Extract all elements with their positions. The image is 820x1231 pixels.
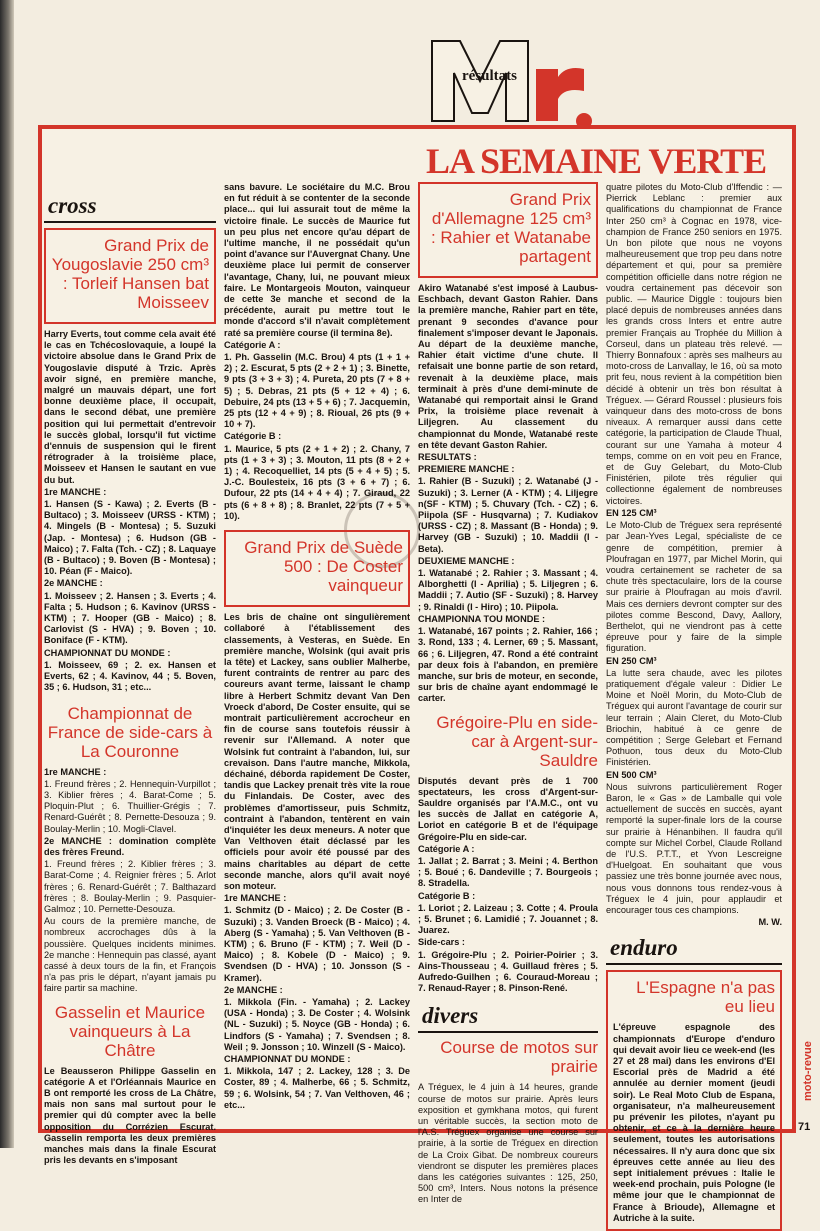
results-label: Catégorie B : [224, 431, 282, 442]
subhead-500: EN 500 CM³ [606, 769, 657, 780]
article-body: Au cours de la première manche, de nombreux accrochages dûs à la poussière. Quelques incidents minimes. 2e manche : Hennequin pas classé, ayant cassé à deux tours de la fin, et François n'a pas pris le départ, n'ayant jamais pu faire partir sa machine. [44, 916, 216, 994]
headline-argent: Grégoire-Plu en side-car à Argent-sur-Sauldre [436, 712, 598, 770]
article-body: Disputés devant près de 1 700 spectateurs, les cross d'Argent-sur-Sauldre organisés par l'A.M.C., ont vu les succès de Jallat en catégorie A, Loriot en catégorie B et de l'équipage Grégoire-Plu en side-car. [418, 775, 598, 842]
article-body: A Tréguex, le 4 juin à 14 heures, grande course de motos sur prairie. Après leurs exposition et gymkhana motos, qui furent un véritable succès, la section moto de l'A.S. Tréguex organise une course sur prairie, à la sortie de Tréguex en direction de La Croix Gibat. De nombreux coureurs viendront se disputer les premières places dans les catégories suivantes : 125, 250, 500 cm³, Inters. Nous notons la présence en Inter de [418, 1082, 598, 1205]
headline-prairie: Course de motos sur prairie [440, 1038, 598, 1077]
column-3 [418, 182, 598, 1205]
results-text: 1. Schmitz (D - Maico) ; 2. De Coster (B - Suzuki) ; 3. Vanden Broeck (B - Maico) ; 4. Aberg (S - Yamaha) ; 5. Van Velthoven (B - KTM) ; 6. Bruno (F - KTM) ; 7. Weil (D - Maico) ; 8. Kobele (D - Maico) ; 9. Svendsen (D - HVA) ; 10. Jonsson (S - Kramer). [224, 905, 410, 983]
article-body: Akiro Watanabé s'est imposé à Laubus-Eschbach, devant Gaston Rahier. Dans la première manche, Rahier part en tête, prenant 9 secondes d'avance pour finalement s'imposer devant le Japonais. Au départ de la deuxième manche, Rahier était victime d'une chute. Il refaisait une bonne partie de son retard, revenait à la deuxième place, mais terminait à près d'une demi-minute de Watanabé qui remportait ainsi le Grand Prix, la troisième place revenait à Liljegren. Au classement du championnat du Monde, Watanabé reste en tête devant Gaston Rahier. [418, 283, 598, 450]
results-text: 1. Maurice, 5 pts (2 + 1 + 2) ; 2. Chany, 7 pts (1 + 3 + 3) ; 3. Mouton, 11 pts (8 + 2 + 1) ; 4. Recoquelliet, 14 pts (5 + 4 + 5) ; 5. J.-C. Boulesteix, 16 pts (3 + 6 + 7) ; 6. Dufour, 22 pts (14 + 4 + 4) ; 7. Giraud, 22 pts (6 + 8 + 8) ; 8. Branlet, 22 pts (7 + 5 + 10). [224, 443, 410, 521]
article-body: sans bavure. Le sociétaire du M.C. Brou en fut réduit à se contenter de la seconde place... qui lui assurait tout de même la victoire finale. Le succès de Maurice fut un peu plus net encore qu'au départ de l'ultime manche, il ne possédait qu'un point d'avance sur l'Auvergnat Chany. Une deuxième place lui permit de conserver l'avantage, Chany, lui, ne pouvant mieux faire. Le Montargeois Mouton, vainqueur de cette 3e manche et second de la précédente, aurait pu mettre tout le monde d'accord s'il n'avait complètement raté sa première course (il termina 8e). [224, 182, 410, 338]
results-text: 1. Ph. Gasselin (M.C. Brou) 4 pts (1 + 1 + 2) ; 2. Escurat, 5 pts (2 + 2 + 1) ; 3. Binette, 9 pts (3 + 3 + 3) ; 4. Pureta, 20 pts (7 + 8 + 5) ; 5. Debras, 21 pts (5 + 12 + 4) ; 6. Debuire, 24 pts (13 + 5 + 6) ; 7. Jacquemin, 25 pts (12 + 4 + 9) ; 8. Rioual, 26 pts (9 + 10 + 7). [224, 352, 410, 430]
subhead-125: EN 125 CM³ [606, 507, 657, 518]
results-label: RESULTATS : [418, 452, 477, 463]
article-body: Le Moto-Club de Tréguex sera représenté par Jean-Yves Legal, spécialiste de ce genre de compétition, premier à Ploufragan en 1977, par Michel Morin, qui voudra certainement se racheter de sa chute très spectaculaire, lors de la course sur prairie à Ploufragan au mois d'avril. Mais ces derniers devront compter sur des pilotes comme Bescond, Davy, Aallory, Berthelot, qui ne viendront pas à cette épreuve pour y faire de la simple figuration. [606, 520, 782, 654]
results-text: 1. Moisseev ; 2. Hansen ; 3. Everts ; 4. Falta ; 5. Hudson ; 6. Kavinov (URSS - KTM) ; 7. Hooper (GB - Maico) ; 8. Carlovist (S - HVA) ; 9. Boven ; 10. Boniface (F - KTM). [44, 590, 216, 646]
results-label: DEUXIEME MANCHE : [418, 555, 515, 566]
headline-box-suede [224, 530, 410, 607]
page-spine [0, 0, 14, 1148]
results-text: 1. Rahier (B - Suzuki) ; 2. Watanabé (J - Suzuki) ; 3. Lerner (A - KTM) ; 4. Liljegre n(SF - KTM) ; 5. Chuvary (Tch. - CZ) ; 6. Piipola (SF - Husqvarna) ; 7. Kudiakov (URSS - CZ) ; 8. Massant (B - Honda) ; 9. Harvey (GB - Suzuki) ; 10. Maddii (I - Beta). [418, 476, 598, 554]
column-cross [44, 190, 216, 1166]
results-label: 2e MANCHE : domination complète des frères Freund. [44, 835, 216, 857]
magazine-page [14, 0, 820, 1223]
results-label: 1re MANCHE : [44, 766, 107, 777]
column-4 [606, 182, 782, 1223]
results-label: Catégorie B : [418, 890, 476, 901]
article-body: La lutte sera chaude, avec les pilotes pratiquement d'égale valeur : Didier Le Moine et Noël Morin, du Moto-Club de Tréguex qui auront l'avantage de courir sur leur terrain ; Alain Cleret, du Moto-Club Briochin, habitué à ce genre de compétition ; Serge Gelebart et Fernand Pothuon, tous deux du Moto-Club Finistérien. [606, 667, 782, 768]
article-body: Nous suivrons particulièrement Roger Baron, le « Gas » de Lamballe qui vole actuellement de succès en succès, ayant remporté la super-finale lors de la course sur prairie à Hénanbihen. Il faudra qu'il compte sur Michel Corbel, Claude Rolland de l'U.S. P.T.T., et Yvon Lescreigne d'Huelgoat. En souhaitant que vous passiez une très bonne journée avec nous, nous vous donnons tous rendez-vous à Tréguex le 4 juin, pour applaudir et encourager tous ces champions. [606, 781, 782, 915]
headline-side-cars: Championnat de France de side-cars à La Couronne [47, 703, 213, 761]
subhead-250: EN 250 CM³ [606, 655, 657, 666]
results-text: 1. Freund frères ; 2. Kiblier frères ; 3. Barat-Come ; 4. Reignier frères ; 5. Arlot frères ; 6. Renard-Guérêt ; 7. Balthazard frères ; 8. Boulay-Merlin ; 9. Pasquier-Galmoz ; 10. Pernette-Desouza. [44, 859, 216, 914]
headline-yougoslavie: Grand Prix de Yougoslavie 250 cm³ : Torleif Hansen bat Moisseev [51, 236, 209, 312]
results-label: CHAMPIONNAT DU MONDE : [44, 647, 171, 658]
article-body: quatre pilotes du Moto-Club d'Iffendic : — Pierrick Leblanc : premier aux qualifications du championnat de France Inter 250 cm³ à Cognac en 1978, vice-champion de France 250 seniors en 1975. Un bon pilote que nous ne voyons malheureusement que trop peu dans notre département et qui, pour sa première compétition officielle dans notre région ne voudra certainement pas décevoir son public. — Maurice Diggle : toujours bien placé depuis de nombreuses années dans les grands cross Inters et entre autre premier Français au Trophée du Million à Corseul, dans un plateau très relevé. — Thierry Bonnafoux : après ses malheurs au moto-cross de Lanvallay, le 16, où sa moto prit feu, nous revient à la compétition bien décidé à obtenir un très bon résultat à Tréguex. — Gérard Roussel : plusieurs fois vainqueur dans des moto-cross de bons niveaux. A remarquer aussi dans cette catégorie, la participation de Claude Thual, courant sur une Yamaha à moteur 4 temps, comme on en voit peu en France, et de Guy Gelebart, du Moto-Club Finistérien, pilote très régulier qui collectionne également de nombreuses victoires. [606, 182, 782, 506]
results-label: PREMIERE MANCHE : [418, 464, 515, 475]
masthead-title: LA SEMAINE VERTE [426, 141, 767, 181]
article-body: Les bris de chaîne ont singulièrement collaboré à l'établissement des classements, à Vesteras, en Suède. En première manche, Wolsink (qui avait pris la tête) et Lackey, sans oublier Malherbe, furent contraints de rentrer au parc des coureurs avant terme, laissant le champ libre à Herbert Schmitz devant Van Den Vroeck d'abord, De Coster ensuite, qui se montrait particulièrement accrocheur en fin de course sans toutefois réussir à revenir sur l'Allemand. A noter que Wolsink fut contraint à l'abandon, lui, sur crevaison. Dans l'autre manche, Mikkola, déchainé, déborda rapidement De Coster, tandis que Lackey prenait très vite la roue du Finlandais. De Coster, avec des problèmes d'amortisseur, puis Schmitz, contraint à l'abandon, tentèrent en vain d'inquiéter les deux meneurs. A noter que Van Velthoven était déclassé par les officiels pour avoir été poussé par des mains charitables au départ de cette seconde manche, alors qu'il avait noyé son moteur. [224, 612, 410, 891]
results-text: 1. Mikkola, 147 ; 2. Lackey, 128 ; 3. De Coster, 89 ; 4. Malherbe, 66 ; 5. Schmitz, 59 ; 6. Wolsink, 54 ; 7. Van Velthoven, 46 ; etc... [224, 1066, 410, 1110]
page-number: 71 [798, 1121, 811, 1133]
section-enduro: enduro [606, 932, 782, 965]
results-text: 1. Hansen (S - Kawa) ; 2. Everts (B - Bultaco) ; 3. Moisseev (URSS - KTM) ; 4. Mingels (B - Montesa) ; 5. Suzuki (Jap. - Montesa) ; 6. Hudson (GB - Maico) ; 7. Falta (Tch. - CZ) ; 8. Laquaye (B - Bultaco) ; 9. Boven (B - Montesa) ; 10. Péan (F - Maico). [44, 499, 216, 577]
results-label: 2e MANCHE : [224, 984, 283, 995]
results-label: Catégorie A : [418, 843, 475, 854]
section-cross: cross [44, 190, 216, 223]
column-2 [224, 182, 410, 1122]
results-text: 1. Loriot ; 2. Laizeau ; 3. Cotte ; 4. Proula ; 5. Brunet ; 6. Lamidié ; 7. Jouannet ; 8. Juarez. [418, 902, 598, 936]
headline-espagne: L'Espagne n'a pas eu lieu [636, 978, 775, 1017]
side-label-text: moto-revue [802, 1041, 814, 1101]
logo-word: résultats [462, 68, 517, 84]
results-label: 1re MANCHE : [44, 486, 107, 497]
results-label: Side-cars : [418, 937, 465, 948]
results-text: 1. Watanabé ; 2. Rahier ; 3. Massant ; 4. Alborghetti (I - Aprilia) ; 5. Liljegren ; 6. Maddii ; 7. Autio (SF - Suzuki) ; 8. Harvey ; 9. Rinaldi (I - Hiro) ; 10. Piipola. [418, 568, 598, 612]
results-label: 2e MANCHE : [44, 578, 103, 589]
results-label: CHAMPIONNAT DU MONDE : [224, 1054, 351, 1065]
headline-box-allemagne [418, 182, 598, 278]
results-text: 1. Mikkola (Fin. - Yamaha) ; 2. Lackey (USA - Honda) ; 3. De Coster ; 4. Wolsink (NL - Suzuki) ; 5. Noyce (GB - Honda) ; 6. Lindfors (S - Yamaha) ; 7. Svendsen ; 8. Weil ; 9. Jonsson ; 10. Winzell (S - Maico). [224, 997, 410, 1052]
results-text: 1. Watanabé, 167 points ; 2. Rahier, 166 ; 3. Rond, 133 ; 4. Lerner, 69 ; 5. Massant, 66 ; 6. Liljegren, 47. Rond a été contraint par deux fois à l'abandon, en première manche, sur bris de moteur, en seconde, sur bris de chaîne ayant endommagé le carter. [418, 626, 598, 704]
results-text: 1. Freund frères ; 2. Hennequin-Vurpillot ; 3. Kiblier frères ; 4. Barat-Come ; 5. Ploquin-Plut ; 6. Thuillier-Grégis ; 7. Renard-Guérêt ; 8. Pernette-Desouza ; 9. Boulay-Merlin ; 10. Mogli-Clavel. [44, 778, 216, 834]
headline-la-chatre: Gasselin et Maurice vainqueurs à La Châtre [54, 1002, 206, 1060]
enduro-box [606, 970, 782, 1231]
article-body: L'épreuve espagnole des championnats d'Europe d'enduro qui devait avoir lieu ce week-end (les 27 et 28 mai) dans les environs d'El Escorial près de Madrid a été annulée au dernier moment (jeudi soir). Le Real Moto Club de Espana, organisateur, n'a malheureusement pu prévenir les pilotes, n'ayant pu obtenir, et ce à la dernière heure seulement, toutes les autorisations nécessaires. Il n'y aura donc que six épreuves cette année au lieu des sept initialement prévues : Italie le week-end prochain, puis Pologne (le même jour que le championnat de France à Brioude), Allemagne et Autriche à la suite. [613, 1022, 775, 1223]
results-label: CHAMPIONNA TOU MONDE : [418, 613, 546, 624]
headline-box-yougoslavie [44, 228, 216, 324]
results-text: 1. Moisseev, 69 ; 2. ex. Hansen et Everts, 62 ; 4. Kavinov, 44 ; 5. Boven, 35 ; 6. Hudson, 31 ; etc... [44, 659, 216, 693]
article-body: Le Beausseron Philippe Gasselin en catégorie A et l'Orléannais Maurice en B ont remporté les cross de La Châtre, mais non sans mal surtout pour le premier qui dû compter avec la belle opposition du Corrézien Escurat. Gasselin remporta les deux premières manches mais dans la finale Escurat pris les devants en s'imposant [44, 1065, 216, 1166]
results-text: 1. Grégoire-Plu ; 2. Poirier-Poirier ; 3. Ains-Thousseau ; 4. Guillaud frères ; 5. Aufredo-Guilhen ; 6. Couraud-Moreau ; 7. Renaud-Rayer ; 8. Pinson-René. [418, 949, 598, 994]
results-label: 1re MANCHE : [224, 893, 287, 904]
results-label: Catégorie A : [224, 339, 281, 350]
side-label [798, 1005, 812, 1105]
headline-allemagne: Grand Prix d'Allemagne 125 cm³ : Rahier et Watanabe partagent [430, 190, 591, 266]
section-divers: divers [418, 1000, 598, 1033]
results-text: 1. Jallat ; 2. Barrat ; 3. Meini ; 4. Berthon ; 5. Boué ; 6. Dandeville ; 7. Bourgeois ; 8. Stradella. [418, 855, 598, 889]
headline-suede: Grand Prix de Suède 500 : De Coster vainqueur [244, 538, 403, 596]
article-body: Harry Everts, tout comme cela avait été le cas en Tchécoslovaquie, a loupé la victoire absolue dans le Grand Prix de Yougoslavie disputé à Trzic. Après avoir signé, en première manche, malgré un mauvais départ, une fort bonne deuxième place, il occupait, dans le second débat, une première position qui lui permettait d'entrevoir le succès global, lorsqu'il fut victime d'ennuis de suspension qui le firent rétrograder à la troisième place, Moisseev et Hansen le sautant en vue du but. [44, 329, 216, 485]
author-signature: M. W. [758, 917, 782, 928]
